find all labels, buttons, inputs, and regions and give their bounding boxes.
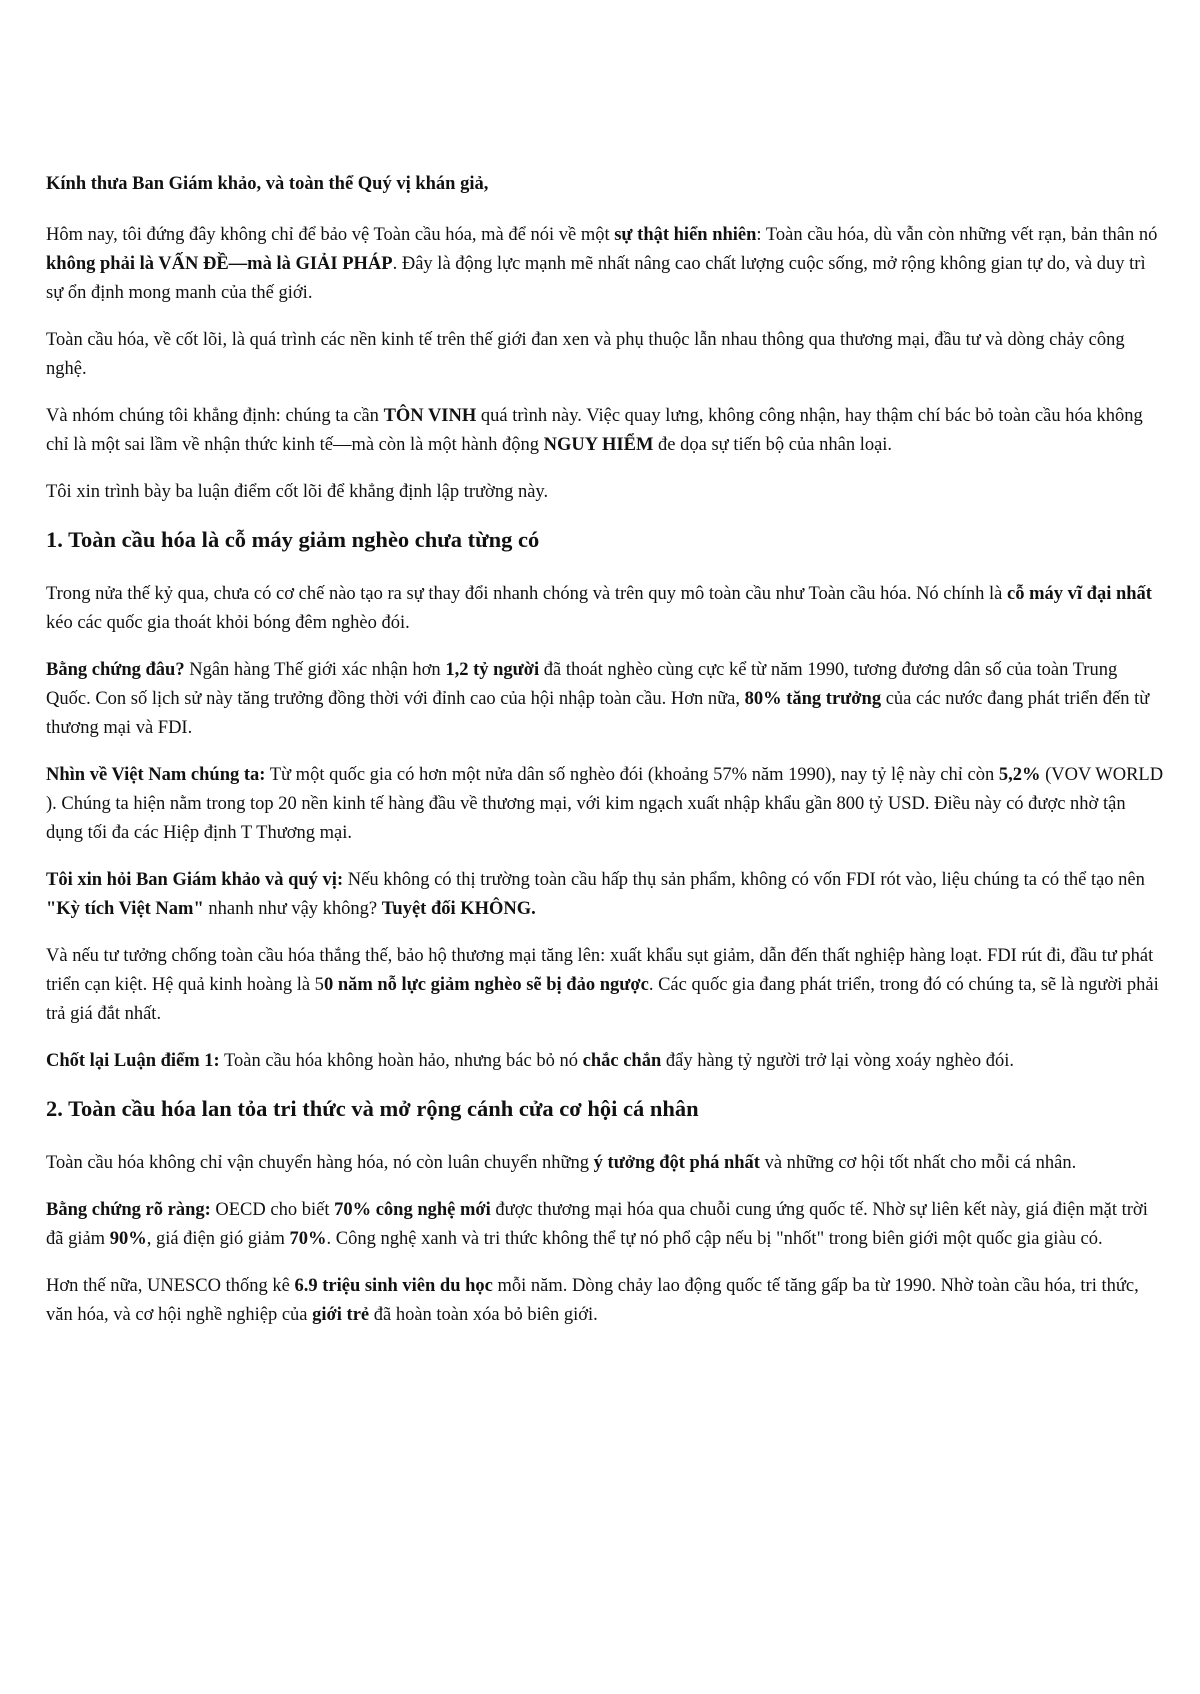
section-2-paragraph-2: Bằng chứng rõ ràng: OECD cho biết 70% công nghệ mới được thương mại hóa qua chuỗi cung ứng quốc tế. Nhờ sự liên kết này, giá điện mặt trời đã giảm 90%, giá điện gió giảm 70%. Công nghệ xanh và tri thức không thể tự nó phổ cập nếu bị "nhốt" trong biên giới một quốc gia giàu có.	[46, 1200, 1148, 1249]
section-2-paragraph-1: Toàn cầu hóa không chỉ vận chuyển hàng hóa, nó còn luân chuyển những ý tưởng đột phá nhất và những cơ hội tốt nhất cho mỗi cá nhân.	[46, 1153, 1077, 1173]
section-1-paragraph-3: Nhìn về Việt Nam chúng ta: Từ một quốc gia có hơn một nửa dân số nghèo đói (khoảng 57% năm 1990), nay tỷ lệ này chỉ còn 5,2% (VOV WORLD ). Chúng ta hiện nằm trong top 20 nền kinh tế hàng đầu về thương mại, với kim ngạch xuất nhập khẩu gần 800 tỷ USD. Điều này có được nhờ tận dụng tối đa các Hiệp định T Thương mại.	[46, 765, 1164, 843]
intro-paragraph-4: Tôi xin trình bày ba luận điểm cốt lõi để khẳng định lập trường này.	[46, 482, 549, 502]
document-body	[46, 170, 1164, 1348]
greeting: Kính thưa Ban Giám khảo, và toàn thể Quý vị khán giả,	[46, 174, 489, 194]
intro-paragraph-1: Hôm nay, tôi đứng đây không chỉ để bảo vệ Toàn cầu hóa, mà để nói về một sự thật hiển nhiên: Toàn cầu hóa, dù vẫn còn những vết rạn, bản thân nó không phải là VẤN ĐỀ—mà là GIẢI PHÁP. Đây là động lực mạnh mẽ nhất nâng cao chất lượng cuộc sống, mở rộng không gian tự do, và duy trì sự ổn định mong manh của thế giới.	[46, 225, 1158, 303]
section-1-paragraph-2: Bằng chứng đâu? Ngân hàng Thế giới xác nhận hơn 1,2 tỷ người đã thoát nghèo cùng cực kể từ năm 1990, tương đương dân số của toàn Trung Quốc. Con số lịch sử này tăng trưởng đồng thời với đỉnh cao của hội nhập toàn cầu. Hơn nữa, 80% tăng trưởng của các nước đang phát triển đến từ thương mại và FDI.	[46, 660, 1150, 738]
intro-paragraph-2: Toàn cầu hóa, về cốt lõi, là quá trình các nền kinh tế trên thế giới đan xen và phụ thuộc lẫn nhau thông qua thương mại, đầu tư và dòng chảy công nghệ.	[46, 330, 1125, 379]
section-2-paragraph-3: Hơn thế nữa, UNESCO thống kê 6.9 triệu sinh viên du học mỗi năm. Dòng chảy lao động quốc tế tăng gấp ba từ 1990. Nhờ toàn cầu hóa, tri thức, văn hóa, và cơ hội nghề nghiệp của giới trẻ đã hoàn toàn xóa bỏ biên giới.	[46, 1276, 1139, 1325]
section-1-heading: 1. Toàn cầu hóa là cỗ máy giảm nghèo chưa từng có	[46, 527, 540, 552]
intro-paragraph-3: Và nhóm chúng tôi khẳng định: chúng ta cần TÔN VINH quá trình này. Việc quay lưng, không công nhận, hay thậm chí bác bỏ toàn cầu hóa không chỉ là một sai lầm về nhận thức kinh tế—mà còn là một hành động NGUY HIỂM đe dọa sự tiến bộ của nhân loại.	[46, 406, 1143, 455]
section-1-paragraph-1: Trong nửa thế kỷ qua, chưa có cơ chế nào tạo ra sự thay đổi nhanh chóng và trên quy mô toàn cầu như Toàn cầu hóa. Nó chính là cỗ máy vĩ đại nhất kéo các quốc gia thoát khỏi bóng đêm nghèo đói.	[46, 584, 1152, 633]
section-1-paragraph-6: Chốt lại Luận điểm 1: Toàn cầu hóa không hoàn hảo, nhưng bác bỏ nó chắc chắn đẩy hàng tỷ người trở lại vòng xoáy nghèo đói.	[46, 1051, 1015, 1071]
section-1-paragraph-4: Tôi xin hỏi Ban Giám khảo và quý vị: Nếu không có thị trường toàn cầu hấp thụ sản phẩm, không có vốn FDI rót vào, liệu chúng ta có thể tạo nên "Kỳ tích Việt Nam" nhanh như vậy không? Tuyệt đối KHÔNG.	[46, 870, 1145, 919]
section-2-heading: 2. Toàn cầu hóa lan tỏa tri thức và mở rộng cánh cửa cơ hội cá nhân	[46, 1096, 699, 1121]
section-1-paragraph-5: Và nếu tư tưởng chống toàn cầu hóa thắng thế, bảo hộ thương mại tăng lên: xuất khẩu sụt giảm, dẫn đến thất nghiệp hàng loạt. FDI rút đi, đầu tư phát triển cạn kiệt. Hệ quả kinh hoàng là 50 năm nỗ lực giảm nghèo sẽ bị đảo ngược. Các quốc gia đang phát triển, trong đó có chúng ta, sẽ là người phải trả giá đắt nhất.	[46, 946, 1159, 1024]
